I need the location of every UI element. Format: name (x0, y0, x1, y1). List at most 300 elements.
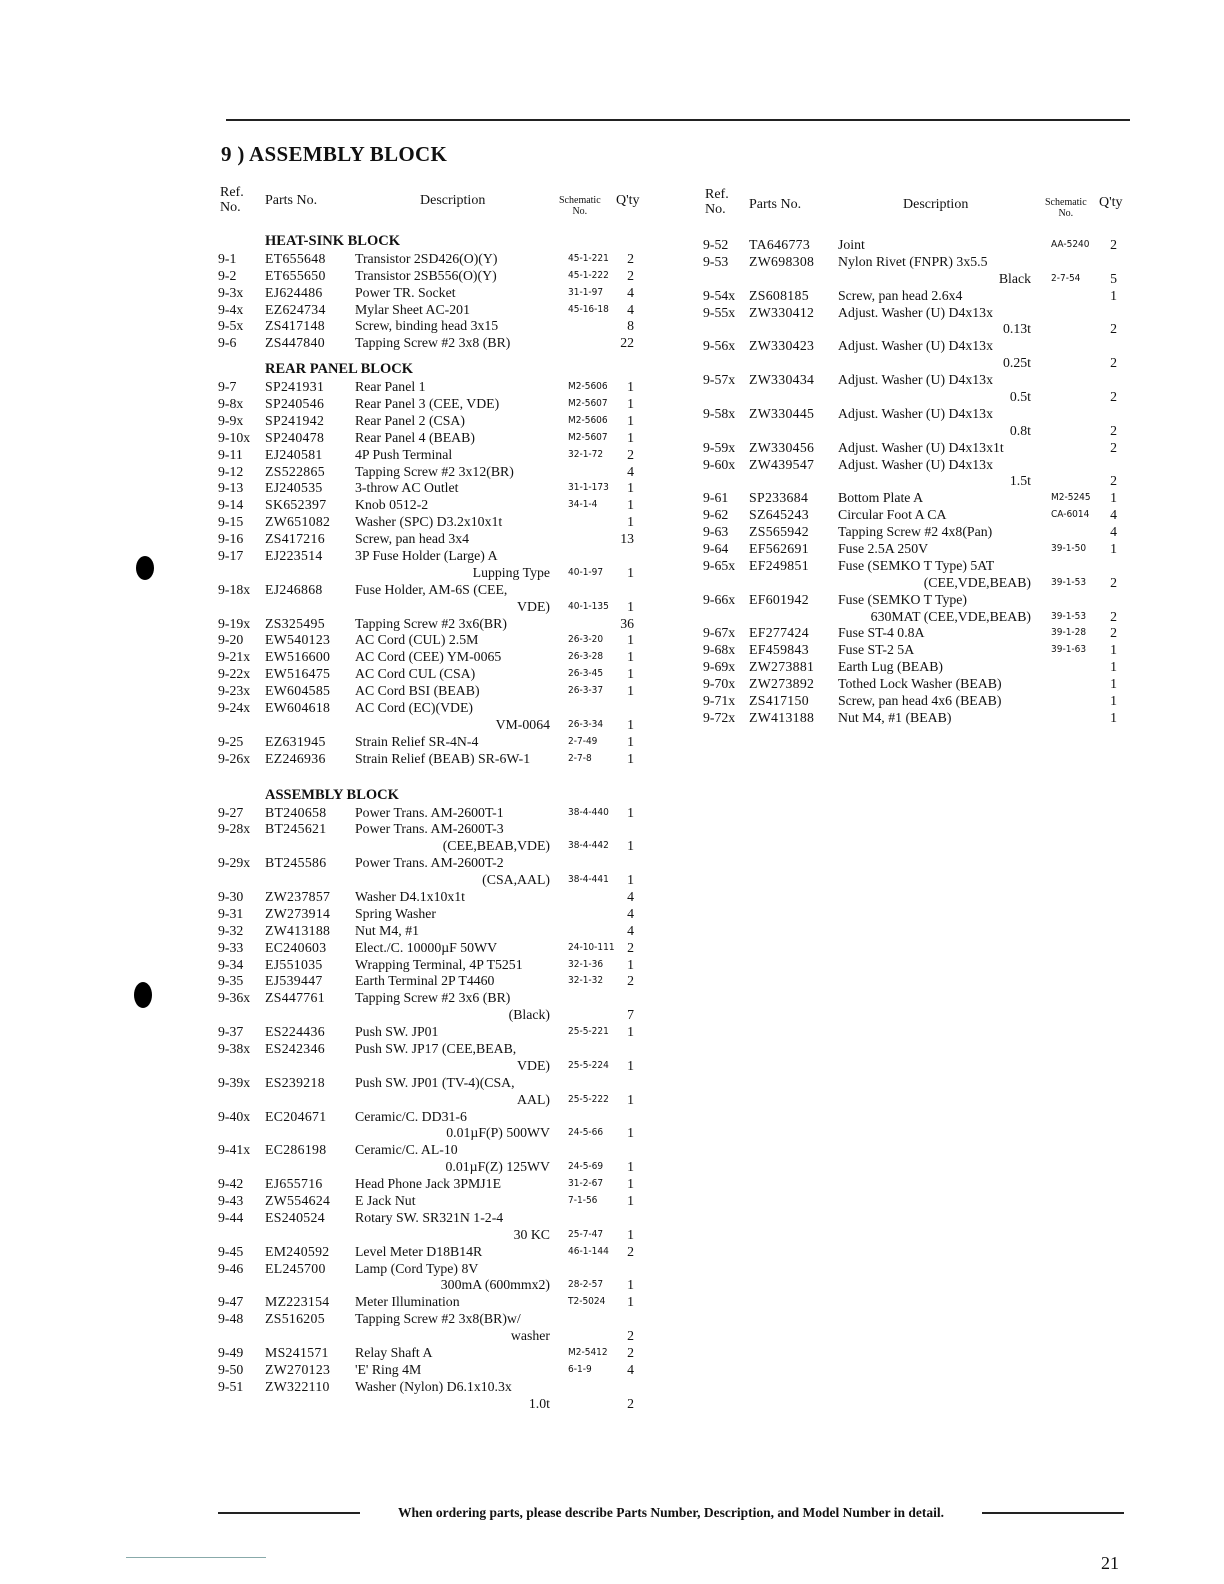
description: Power Trans. AM-2600T-2 (355, 855, 504, 871)
parts-no: ES240524 (265, 1209, 325, 1225)
ref-no: 9-41x (218, 1142, 251, 1158)
ref-no: 9-51 (218, 1378, 244, 1394)
description: Fuse (SEMKO T Type) (838, 591, 967, 607)
ref-no: 9-65x (703, 557, 736, 573)
table-row (218, 598, 648, 615)
ref-no: 9-20 (218, 632, 244, 648)
ref-no: 9-36x (218, 990, 251, 1006)
description: VDE) (517, 598, 550, 614)
parts-no: BT245586 (265, 855, 327, 871)
ref-no: 9-42 (218, 1176, 244, 1192)
parts-no: EF459843 (749, 642, 809, 658)
description: Washer (SPC) D3.2x10x1t (355, 514, 503, 530)
ref-no: 9-31 (218, 905, 244, 921)
parts-no: EM240592 (265, 1243, 330, 1259)
qty: 1 (627, 1057, 634, 1073)
table-row (218, 699, 648, 716)
parts-no: BT240658 (265, 804, 327, 820)
table-row (218, 1209, 648, 1226)
qty: 1 (627, 716, 634, 732)
schematic-no: 25-5-221 (568, 1026, 609, 1038)
description: Strain Relief (BEAB) SR-6W-1 (355, 750, 531, 766)
description: 0.25t (1003, 355, 1031, 371)
qty: 1 (627, 480, 634, 496)
table-row (218, 301, 648, 318)
description: Tapping Screw #2 3x8(BR)w/ (355, 1311, 521, 1327)
qty: 2 (1110, 422, 1117, 438)
description: 'E' Ring 4M (355, 1361, 422, 1377)
footer-rule-left (218, 1512, 360, 1514)
table-row (703, 692, 1131, 709)
header-ref: Ref. No. (705, 187, 729, 217)
description: Earth Lug (BEAB) (838, 659, 943, 675)
row-gap (218, 351, 648, 361)
description: Screw, pan head 2.6x4 (838, 287, 963, 303)
table-row (218, 581, 648, 598)
table-row (218, 1293, 648, 1310)
description: Nut M4, #1 (BEAB) (838, 709, 952, 725)
schematic-no: 26-3-28 (568, 651, 604, 663)
qty: 1 (627, 632, 634, 648)
parts-no: ZS417150 (749, 693, 809, 709)
ref-no: 9-69x (703, 659, 736, 675)
table-row (218, 682, 648, 699)
table-row (218, 1057, 648, 1074)
description: 30 KC (513, 1226, 550, 1242)
table-header (218, 185, 648, 233)
qty: 2 (627, 1395, 634, 1411)
footer-rule-right (982, 1512, 1124, 1514)
table-row (218, 804, 648, 821)
ref-no: 9-70x (703, 676, 736, 692)
table-row (218, 631, 648, 648)
table-row (218, 446, 648, 463)
header-ref: Ref. No. (220, 185, 244, 215)
ref-no: 9-30 (218, 888, 244, 904)
parts-no: ES239218 (265, 1074, 325, 1090)
description: Adjust. Washer (U) D4x13x (838, 456, 993, 472)
table-row (218, 1040, 648, 1057)
qty: 1 (1110, 659, 1117, 675)
description: Power Trans. AM-2600T-3 (355, 821, 504, 837)
qty: 1 (1110, 642, 1117, 658)
table-row (218, 750, 648, 767)
qty: 1 (627, 1024, 634, 1040)
table-row (218, 378, 648, 395)
qty: 2 (627, 446, 634, 462)
table-row (218, 956, 648, 973)
description: Earth Terminal 2P T4460 (355, 973, 495, 989)
ref-no: 9-8x (218, 396, 244, 412)
qty: 1 (1110, 693, 1117, 709)
qty: 2 (627, 1328, 634, 1344)
ref-no: 9-12 (218, 463, 244, 479)
parts-no: ZW237857 (265, 888, 331, 904)
qty: 2 (1110, 608, 1117, 624)
qty: 13 (620, 531, 634, 547)
description: VM-0064 (495, 716, 550, 732)
parts-no: ZW698308 (749, 253, 815, 269)
qty: 4 (627, 905, 634, 921)
description: Tothed Lock Washer (BEAB) (838, 676, 1002, 692)
table-row (218, 284, 648, 301)
ref-no: 9-49 (218, 1345, 244, 1360)
table-row (703, 675, 1131, 692)
parts-no: ZW273892 (749, 676, 815, 692)
description: Lupping Type (472, 564, 550, 580)
qty: 2 (627, 250, 634, 266)
parts-no: SP241942 (265, 412, 325, 428)
table-row (703, 388, 1131, 405)
ref-no: 9-32 (218, 922, 244, 938)
schematic-no: 6-1-9 (568, 1363, 592, 1375)
parts-no: ZW330445 (749, 405, 815, 421)
description: 1.0t (528, 1395, 550, 1411)
table-row (218, 1226, 648, 1243)
table-row (218, 479, 648, 496)
table-row (218, 648, 648, 665)
description: Head Phone Jack 3PMJ1E (355, 1176, 501, 1192)
qty: 2 (1110, 355, 1117, 371)
ref-no: 9-67x (703, 625, 736, 641)
schematic-no: M2-5606 (568, 381, 608, 393)
table-row (703, 456, 1131, 473)
header-schematic: Schematic No. (1045, 197, 1087, 219)
table-row (703, 287, 1131, 304)
ref-no: 9-58x (703, 405, 736, 421)
description: Level Meter D18B14R (355, 1243, 483, 1259)
ref-no: 9-27 (218, 804, 244, 820)
ref-no: 9-22x (218, 666, 251, 682)
ref-no: 9-48 (218, 1311, 244, 1327)
description: 0.8t (1009, 422, 1031, 438)
qty: 4 (627, 922, 634, 938)
parts-no: EJ240535 (265, 480, 323, 496)
parts-no: ZW330434 (749, 372, 815, 388)
table-row (703, 371, 1131, 388)
description: Lamp (Cord Type) 8V (355, 1260, 479, 1276)
table-row (703, 540, 1131, 557)
qty: 1 (627, 804, 634, 820)
schematic-no: 24-5-69 (568, 1161, 604, 1173)
qty: 4 (627, 888, 634, 904)
ref-no: 9-47 (218, 1294, 244, 1310)
table-row (218, 1276, 648, 1293)
ref-no: 9-29x (218, 855, 251, 871)
parts-no: ZW330456 (749, 439, 815, 455)
qty: 1 (1110, 541, 1117, 557)
parts-no: MS241571 (265, 1345, 329, 1360)
ref-no: 9-33 (218, 939, 244, 955)
parts-no: EZ624734 (265, 301, 326, 317)
schematic-no: 32-1-36 (568, 958, 604, 970)
table-row (703, 523, 1131, 540)
table-row (218, 854, 648, 871)
parts-no: EW604618 (265, 700, 331, 716)
schematic-no: 39-1-50 (1051, 543, 1087, 555)
parts-no: EC286198 (265, 1142, 327, 1158)
schematic-no: 2-7-49 (568, 735, 598, 747)
description: Adjust. Washer (U) D4x13x (838, 304, 993, 320)
qty: 2 (627, 1345, 634, 1360)
parts-no: ES224436 (265, 1024, 325, 1040)
schematic-no: 24-5-66 (568, 1127, 604, 1139)
ref-no: 9-14 (218, 497, 244, 513)
table-row (703, 658, 1131, 675)
ref-no: 9-21x (218, 649, 251, 665)
description: Meter Illumination (355, 1294, 460, 1310)
ref-no: 9-44 (218, 1209, 244, 1225)
schematic-no: M2-5606 (568, 414, 608, 426)
section-title: REAR PANEL BLOCK (265, 361, 413, 378)
qty: 1 (627, 379, 634, 395)
schematic-no: 40-1-135 (568, 600, 609, 612)
description: (CSA,AAL) (482, 872, 550, 888)
description: 630MAT (CEE,VDE,BEAB) (870, 608, 1031, 624)
section-title: HEAT-SINK BLOCK (265, 233, 400, 249)
table-row (703, 557, 1131, 574)
description: Push SW. JP17 (CEE,BEAB, (355, 1040, 517, 1056)
qty: 2 (627, 973, 634, 989)
description: Relay Shaft A (355, 1345, 433, 1360)
header-qty: Q'ty (1099, 195, 1123, 210)
parts-no: ES242346 (265, 1040, 325, 1056)
qty: 8 (627, 318, 634, 334)
schematic-no: 26-3-34 (568, 718, 604, 730)
qty: 2 (1110, 389, 1117, 405)
table-row (218, 496, 648, 513)
ref-no: 9-57x (703, 372, 736, 388)
qty: 1 (627, 1277, 634, 1293)
qty: 1 (627, 1091, 634, 1107)
schematic-no: AA-5240 (1051, 239, 1090, 250)
parts-no: ZS447761 (265, 990, 325, 1006)
table-row (703, 641, 1131, 658)
table-row (218, 547, 648, 564)
schematic-no: M2-5245 (1051, 492, 1091, 504)
header-description: Description (420, 193, 486, 208)
ref-no: 9-7 (218, 379, 237, 395)
description: Power Trans. AM-2600T-1 (355, 804, 504, 820)
parts-no: ZS417216 (265, 531, 325, 547)
parts-no: MZ223154 (265, 1294, 330, 1310)
parts-no: ZS516205 (265, 1311, 325, 1327)
description: 0.01µF(Z) 125WV (445, 1159, 550, 1175)
parts-no: ZS447840 (265, 335, 325, 351)
schematic-no: CA-6014 (1051, 509, 1090, 521)
ref-no: 9-55x (703, 304, 736, 320)
qty: 1 (627, 1159, 634, 1175)
qty: 1 (627, 838, 634, 854)
ref-no: 9-25 (218, 733, 244, 749)
table-row (703, 320, 1131, 337)
table-row (218, 1108, 648, 1125)
description: Fuse Holder, AM-6S (CEE, (355, 581, 508, 597)
description: AAL) (517, 1091, 550, 1107)
header-schematic: Schematic No. (559, 195, 601, 217)
ref-no: 9-15 (218, 514, 244, 530)
description: Washer D4.1x10x1t (355, 888, 466, 904)
section-heading (218, 361, 648, 378)
description: Push SW. JP01 (TV-4)(CSA, (355, 1074, 515, 1090)
table-row (218, 615, 648, 632)
table-row (218, 989, 648, 1006)
schematic-no: 25-7-47 (568, 1228, 604, 1240)
description: Push SW. JP01 (355, 1024, 439, 1040)
description: 0.01µF(P) 500WV (446, 1125, 550, 1141)
table-row (218, 972, 648, 989)
ref-no: 9-38x (218, 1040, 251, 1056)
schematic-no: 26-3-20 (568, 634, 604, 646)
table-row (703, 489, 1131, 506)
table-row (218, 395, 648, 412)
parts-no: SP233684 (749, 490, 809, 506)
qty: 2 (1110, 439, 1117, 455)
table-row (218, 820, 648, 837)
table-row (218, 1243, 648, 1260)
parts-no: EZ246936 (265, 750, 326, 766)
description: Adjust. Washer (U) D4x13x (838, 338, 993, 354)
description: 0.13t (1003, 321, 1031, 337)
table-row (218, 1378, 648, 1395)
ref-no: 9-61 (703, 490, 729, 506)
schematic-no: 39-1-63 (1051, 644, 1087, 656)
description: AC Cord (CUL) 2.5M (355, 632, 479, 648)
description: Fuse ST-2 5A (838, 642, 915, 658)
qty: 1 (1110, 287, 1117, 303)
ref-no: 9-13 (218, 480, 244, 496)
table-row (218, 939, 648, 956)
description: 0.5t (1009, 389, 1031, 405)
qty: 1 (627, 1125, 634, 1141)
table-row (218, 317, 648, 334)
description: Rear Panel 1 (355, 379, 426, 395)
schematic-no: M2-5607 (568, 431, 608, 443)
parts-no: EF277424 (749, 625, 809, 641)
parts-no: EJ539447 (265, 973, 323, 989)
table-row (218, 429, 648, 446)
table-row (703, 709, 1131, 726)
table-row (703, 439, 1131, 456)
ref-no: 9-11 (218, 446, 243, 462)
header-parts-no: Parts No. (749, 197, 802, 212)
table-row (218, 463, 648, 480)
qty: 1 (627, 956, 634, 972)
parts-no: ZS608185 (749, 287, 809, 303)
ref-no: 9-50 (218, 1361, 244, 1377)
qty: 1 (627, 1176, 634, 1192)
table-row (218, 665, 648, 682)
qty: 1 (627, 872, 634, 888)
parts-no: ET655648 (265, 250, 326, 266)
table-row (218, 733, 648, 750)
header-qty: Q'ty (616, 193, 640, 208)
parts-no: EJ246868 (265, 581, 323, 597)
description: Spring Washer (355, 905, 437, 921)
description: Fuse ST-4 0.8A (838, 625, 925, 641)
parts-no: EF249851 (749, 557, 809, 573)
description: Adjust. Washer (U) D4x13x1t (838, 439, 1004, 455)
description: Joint (838, 237, 865, 252)
description: Black (998, 270, 1031, 286)
description: 1.5t (1009, 473, 1031, 489)
qty: 1 (627, 1226, 634, 1242)
top-rule (226, 119, 1130, 121)
schematic-no: 45-16-18 (568, 303, 609, 315)
description: 4P Push Terminal (355, 446, 453, 462)
schematic-no: 31-2-67 (568, 1178, 604, 1190)
schematic-no: M2-5412 (568, 1347, 608, 1358)
parts-no: EF562691 (749, 541, 809, 557)
description: Screw, pan head 4x6 (BEAB) (838, 693, 1002, 709)
schematic-no: 39-1-28 (1051, 627, 1087, 639)
description: Rear Panel 4 (BEAB) (355, 429, 475, 445)
qty: 1 (627, 396, 634, 412)
parts-no: ET655650 (265, 267, 326, 283)
ref-no: 9-17 (218, 548, 244, 564)
schematic-no: 31-1-173 (568, 482, 609, 494)
table-row (218, 1310, 648, 1327)
description: Tapping Screw #2 3x6(BR) (355, 615, 507, 631)
schematic-no: 31-1-97 (568, 286, 604, 298)
ref-no: 9-72x (703, 709, 736, 725)
qty: 1 (627, 598, 634, 614)
ref-no: 9-37 (218, 1024, 244, 1040)
qty: 1 (1110, 676, 1117, 692)
parts-no: EW604585 (265, 683, 331, 699)
ref-no: 9-4x (218, 301, 244, 317)
table-row (218, 1175, 648, 1192)
ref-no: 9-28x (218, 821, 251, 837)
parts-no: ZW651082 (265, 514, 331, 530)
qty: 1 (1110, 490, 1117, 506)
description: Knob 0512-2 (355, 497, 429, 513)
rows-right (703, 236, 1131, 726)
table-row (218, 1192, 648, 1209)
ref-no: 9-71x (703, 693, 736, 709)
table-row (218, 871, 648, 888)
parts-no: ZS522865 (265, 463, 325, 479)
parts-no: BT245621 (265, 821, 327, 837)
ref-no: 9-52 (703, 237, 729, 252)
schematic-no: M2-5607 (568, 398, 608, 410)
ref-no: 9-1 (218, 250, 237, 266)
description: Rear Panel 2 (CSA) (355, 412, 465, 428)
description: AC Cord (EC)(VDE) (355, 700, 474, 716)
parts-no: ZW273881 (749, 659, 815, 675)
table-row (218, 1091, 648, 1108)
parts-no: SK652397 (265, 497, 327, 513)
description: Washer (Nylon) D6.1x10.3x (355, 1378, 512, 1394)
schematic-no: 38-4-441 (568, 874, 609, 886)
qty: 1 (627, 564, 634, 580)
header-parts-no: Parts No. (265, 193, 318, 208)
description: AC Cord BSI (BEAB) (355, 683, 480, 699)
table-row (218, 513, 648, 530)
parts-table-left (218, 185, 648, 1412)
parts-no: EC240603 (265, 939, 327, 955)
parts-no: EJ624486 (265, 284, 323, 300)
ref-no: 9-16 (218, 531, 244, 547)
punch-hole-mark (134, 982, 152, 1008)
rows-left (218, 233, 648, 1412)
table-row (703, 236, 1131, 253)
ref-no: 9-24x (218, 700, 251, 716)
ref-no: 9-2 (218, 267, 237, 283)
schematic-no: 46-1-144 (568, 1245, 609, 1257)
parts-no: EL245700 (265, 1260, 326, 1276)
parts-no: ZW270123 (265, 1361, 331, 1377)
